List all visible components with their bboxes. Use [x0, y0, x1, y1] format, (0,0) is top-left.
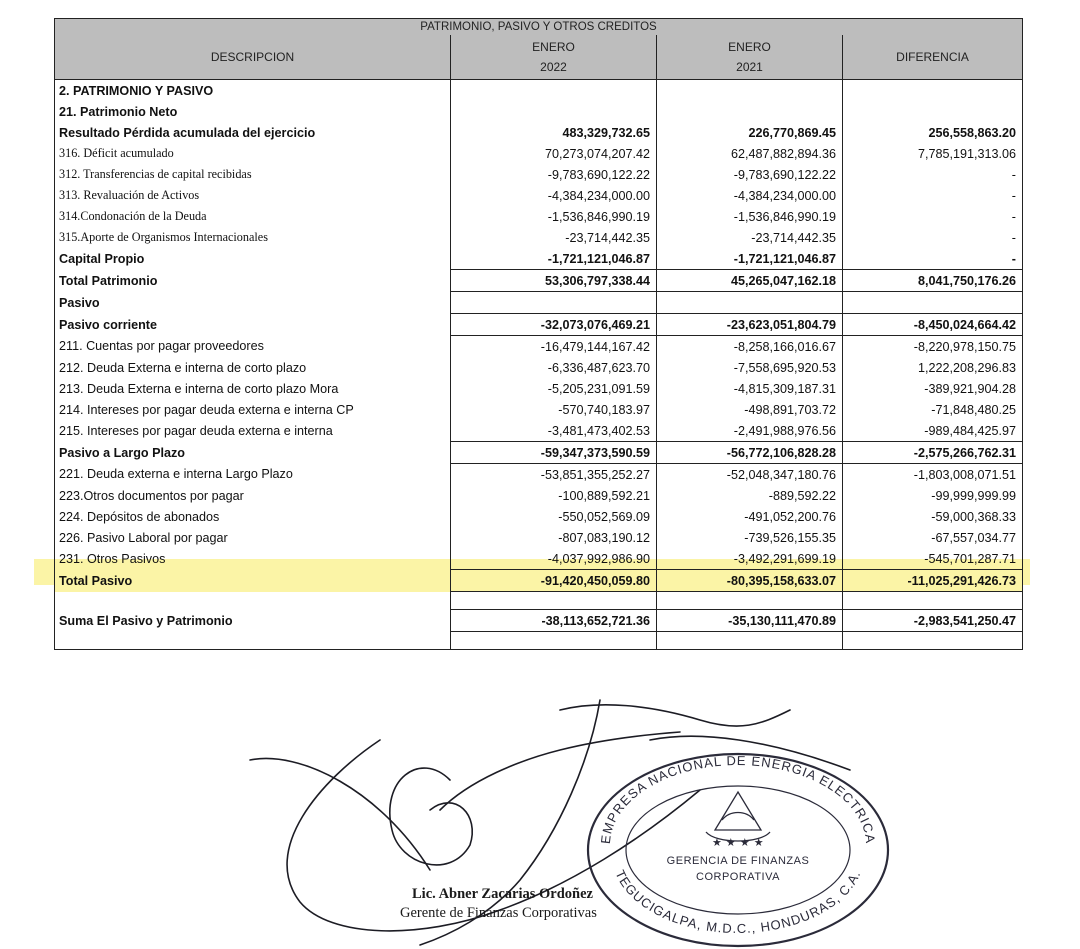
row-value-a: -4,037,992,986.90: [451, 548, 657, 570]
row-value-c: -71,848,480.25: [843, 399, 1023, 420]
table-row: [55, 570, 1023, 592]
row-value-a: [451, 80, 657, 102]
signer-title: Gerente de Finanzas Corporativas: [400, 905, 597, 921]
table-row: [55, 292, 1023, 314]
table-row: [55, 270, 1023, 292]
row-value-c: -2,575,266,762.31: [843, 442, 1023, 464]
row-description: Pasivo a Largo Plazo: [55, 442, 451, 464]
row-value-a: -6,336,487,623.70: [451, 357, 657, 378]
row-description: 231. Otros Pasivos: [55, 548, 451, 570]
row-value-b: -23,623,051,804.79: [657, 314, 843, 336]
signature-area: [0, 640, 1080, 949]
table-row: [55, 442, 1023, 464]
row-value-c: -: [843, 206, 1023, 227]
row-value-b: [657, 292, 843, 314]
row-value-a: -807,083,190.12: [451, 527, 657, 548]
table-row: [55, 185, 1023, 206]
table-row: [55, 399, 1023, 420]
svg-text:EMPRESA NACIONAL DE ENERGIA EL: [598, 753, 878, 845]
row-value-a: -1,536,846,990.19: [451, 206, 657, 227]
table-row: [55, 80, 1023, 102]
table-row: [55, 485, 1023, 506]
row-value-a: -59,347,373,590.59: [451, 442, 657, 464]
row-value-b: -2,491,988,976.56: [657, 420, 843, 442]
table-row: [55, 314, 1023, 336]
row-description: Suma El Pasivo y Patrimonio: [55, 610, 451, 632]
row-value-a: -9,783,690,122.22: [451, 164, 657, 185]
row-value-b: -35,130,111,470.89: [657, 610, 843, 632]
row-value-b: -491,052,200.76: [657, 506, 843, 527]
row-description: 212. Deuda Externa e interna de corto plazo: [55, 357, 451, 378]
row-value-c: 256,558,863.20: [843, 122, 1023, 143]
row-value-a: -32,073,076,469.21: [451, 314, 657, 336]
row-value-b: -1,536,846,990.19: [657, 206, 843, 227]
row-value-c: 8,041,750,176.26: [843, 270, 1023, 292]
table-row: [55, 122, 1023, 143]
row-value-c: -67,557,034.77: [843, 527, 1023, 548]
table-body: [55, 80, 1023, 650]
row-value-c: [843, 101, 1023, 122]
col-b-month: ENERO: [728, 40, 771, 54]
row-description: Total Patrimonio: [55, 270, 451, 292]
row-value-b: -7,558,695,920.53: [657, 357, 843, 378]
row-value-b: -52,048,347,180.76: [657, 464, 843, 486]
table-row: [55, 378, 1023, 399]
row-value-a: [451, 292, 657, 314]
row-value-a: -4,384,234,000.00: [451, 185, 657, 206]
row-description: 226. Pasivo Laboral por pagar: [55, 527, 451, 548]
row-description: 313. Revaluación de Activos: [55, 185, 451, 206]
row-value-b: -4,815,309,187.31: [657, 378, 843, 399]
row-value-b: -8,258,166,016.67: [657, 336, 843, 358]
row-description: Pasivo: [55, 292, 451, 314]
row-value-a: -570,740,183.97: [451, 399, 657, 420]
row-value-b: 226,770,869.45: [657, 122, 843, 143]
row-value-b: -80,395,158,633.07: [657, 570, 843, 592]
table-row: [55, 164, 1023, 185]
row-value-b: -23,714,442.35: [657, 227, 843, 248]
row-value-a: [451, 592, 657, 610]
table-row: [55, 143, 1023, 164]
row-value-b: -9,783,690,122.22: [657, 164, 843, 185]
row-value-a: 70,273,074,207.42: [451, 143, 657, 164]
balance-sheet: [54, 18, 1022, 650]
table-row: [55, 206, 1023, 227]
row-description: 213. Deuda Externa e interna de corto plazo Mora: [55, 378, 451, 399]
patrimonio-pasivo-table: [54, 18, 1023, 650]
row-value-c: [843, 592, 1023, 610]
row-value-c: -389,921,904.28: [843, 378, 1023, 399]
row-description: 314.Condonación de la Deuda: [55, 206, 451, 227]
row-value-a: [451, 101, 657, 122]
row-description: 215. Intereses por pagar deuda externa e interna: [55, 420, 451, 442]
row-value-a: -100,889,592.21: [451, 485, 657, 506]
row-value-b: 45,265,047,162.18: [657, 270, 843, 292]
seal-bottom-text: TEGUCIGALPA, M.D.C., HONDURAS, C.A.: [612, 867, 864, 937]
row-description: 221. Deuda externa e interna Largo Plazo: [55, 464, 451, 486]
row-value-c: -: [843, 248, 1023, 270]
table-row: [55, 227, 1023, 248]
table-row: [55, 527, 1023, 548]
row-value-c: [843, 292, 1023, 314]
table-row: [55, 336, 1023, 358]
row-value-b: -1,721,121,046.87: [657, 248, 843, 270]
row-value-c: 1,222,208,296.83: [843, 357, 1023, 378]
row-value-a: -91,420,450,059.80: [451, 570, 657, 592]
row-description: Pasivo corriente: [55, 314, 451, 336]
col-header-description: DESCRIPCION: [55, 35, 451, 80]
row-value-c: 7,785,191,313.06: [843, 143, 1023, 164]
row-value-c: [843, 80, 1023, 102]
row-description: Resultado Pérdida acumulada del ejercicio: [55, 122, 451, 143]
table-row: [55, 610, 1023, 632]
row-value-a: -550,052,569.09: [451, 506, 657, 527]
col-a-month: ENERO: [532, 40, 575, 54]
row-value-a: -23,714,442.35: [451, 227, 657, 248]
row-value-c: -8,450,024,664.42: [843, 314, 1023, 336]
row-value-b: -4,384,234,000.00: [657, 185, 843, 206]
seal-inner-line2: CORPORATIVA: [696, 871, 780, 883]
seal-outer-text: EMPRESA NACIONAL DE ENERGIA ELECTRICA: [597, 752, 879, 845]
row-value-b: -498,891,703.72: [657, 399, 843, 420]
row-description: 312. Transferencias de capital recibidas: [55, 164, 451, 185]
col-header-enero-2022: [451, 35, 657, 80]
row-value-b: -739,526,155.35: [657, 527, 843, 548]
row-value-c: -: [843, 185, 1023, 206]
row-value-c: -1,803,008,071.51: [843, 464, 1023, 486]
row-description: Total Pasivo: [55, 570, 451, 592]
row-value-a: -16,479,144,167.42: [451, 336, 657, 358]
row-value-b: 62,487,882,894.36: [657, 143, 843, 164]
row-value-b: -889,592.22: [657, 485, 843, 506]
seal-inner-line1: GERENCIA DE FINANZAS: [666, 855, 810, 867]
table-row: [55, 506, 1023, 527]
row-description: 315.Aporte de Organismos Internacionales: [55, 227, 451, 248]
col-header-diferencia: DIFERENCIA: [843, 35, 1023, 80]
company-seal: [588, 753, 888, 946]
row-value-b: [657, 80, 843, 102]
row-value-c: -59,000,368.33: [843, 506, 1023, 527]
seal-stars: ★ ★ ★ ★: [712, 837, 765, 849]
row-description: 214. Intereses por pagar deuda externa e interna CP: [55, 399, 451, 420]
row-description: Capital Propio: [55, 248, 451, 270]
row-value-b: [657, 592, 843, 610]
row-value-c: -11,025,291,426.73: [843, 570, 1023, 592]
row-description: 223.Otros documentos por pagar: [55, 485, 451, 506]
row-value-c: -8,220,978,150.75: [843, 336, 1023, 358]
row-value-c: -545,701,287.71: [843, 548, 1023, 570]
row-description: 316. Déficit acumulado: [55, 143, 451, 164]
row-value-c: -: [843, 164, 1023, 185]
row-value-b: -56,772,106,828.28: [657, 442, 843, 464]
row-value-c: -2,983,541,250.47: [843, 610, 1023, 632]
table-row: [55, 357, 1023, 378]
row-value-b: [657, 101, 843, 122]
row-value-a: 53,306,797,338.44: [451, 270, 657, 292]
table-row: [55, 420, 1023, 442]
row-value-c: -: [843, 227, 1023, 248]
row-description: [55, 592, 451, 610]
col-b-year: 2021: [736, 60, 763, 74]
table-row: [55, 101, 1023, 122]
row-value-c: -989,484,425.97: [843, 420, 1023, 442]
row-description: 2. PATRIMONIO Y PASIVO: [55, 80, 451, 102]
table-row: [55, 548, 1023, 570]
row-description: 21. Patrimonio Neto: [55, 101, 451, 122]
table-row: [55, 592, 1023, 610]
row-description: 211. Cuentas por pagar proveedores: [55, 336, 451, 358]
col-header-enero-2021: [657, 35, 843, 80]
col-a-year: 2022: [540, 60, 567, 74]
table-row: [55, 248, 1023, 270]
row-value-a: -1,721,121,046.87: [451, 248, 657, 270]
signer-name: Lic. Abner Zacarias Ordoñez: [412, 886, 593, 902]
row-value-a: -53,851,355,252.27: [451, 464, 657, 486]
row-value-a: 483,329,732.65: [451, 122, 657, 143]
row-value-a: -38,113,652,721.36: [451, 610, 657, 632]
section-title: PATRIMONIO, PASIVO Y OTROS CREDITOS: [55, 19, 1023, 36]
row-value-c: -99,999,999.99: [843, 485, 1023, 506]
row-value-a: -5,205,231,091.59: [451, 378, 657, 399]
seal-emblem-icon: [706, 792, 770, 841]
row-value-b: -3,492,291,699.19: [657, 548, 843, 570]
row-description: 224. Depósitos de abonados: [55, 506, 451, 527]
row-value-a: -3,481,473,402.53: [451, 420, 657, 442]
table-row: [55, 464, 1023, 486]
